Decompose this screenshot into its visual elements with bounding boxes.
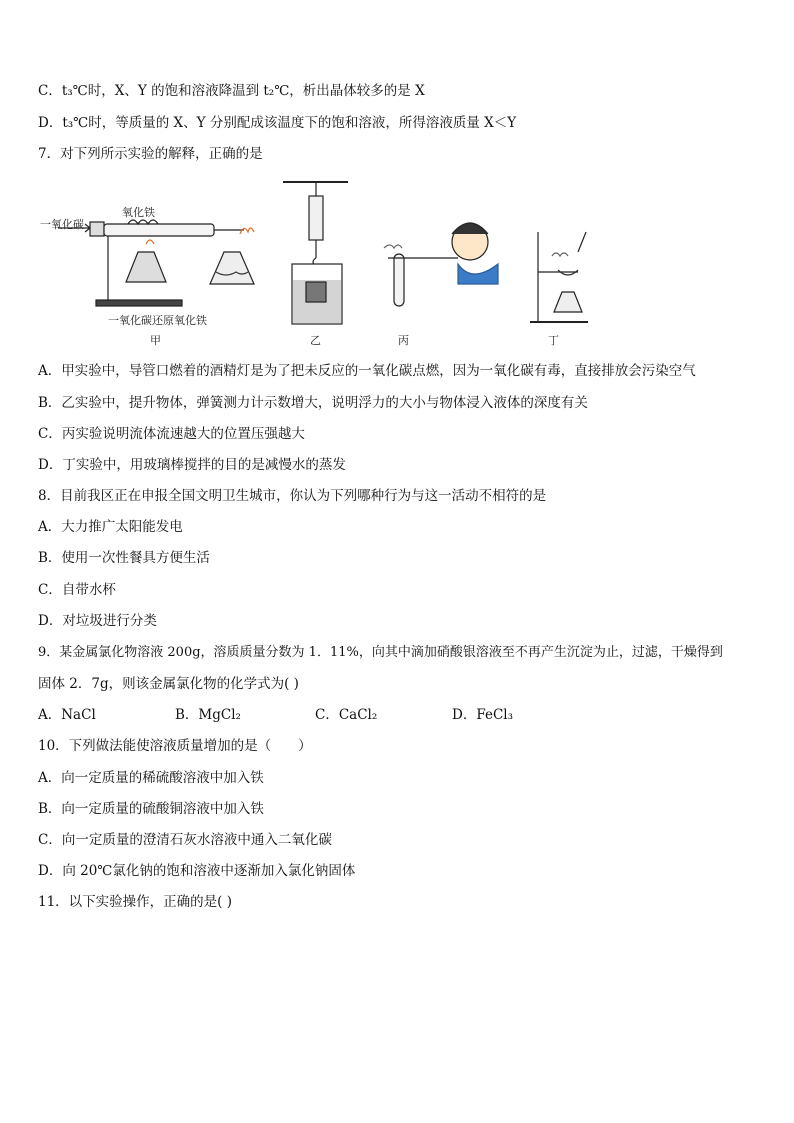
yi-label: 乙: [310, 334, 321, 347]
question-9-stem: 9．某金属氯化物溶液 200g，溶质质量分数为 1．11%，向其中滴加硝酸银溶液至不再产生沉淀为止，过滤，干燥得到: [38, 645, 723, 660]
q7-option-a: A．甲实验中，导管口燃着的酒精灯是为了把未反应的一氧化碳点燃，因为一氧化碳有毒，直接排放会污染空气: [38, 363, 696, 379]
q10-option-c: C．向一定质量的澄清石灰水溶液中通入二氧化碳: [38, 832, 332, 848]
option-c-line: C．t₃℃时，X、Y 的饱和溶液降温到 t₂℃，析出晶体较多的是 X: [38, 83, 425, 99]
fe2o3-label: 氧化铁: [122, 206, 155, 219]
blowing-experiment: [384, 223, 498, 306]
q9-option-d: D．FeCl₃: [452, 707, 514, 723]
q8-option-a: A．大力推广太阳能发电: [38, 519, 183, 535]
q9-option-b: B．MgCl₂: [175, 707, 241, 723]
question-8-stem: 8．目前我区正在申报全国文明卫生城市，你认为下列哪种行为与这一活动不相符的是: [38, 488, 547, 504]
option-d-line: D．t₃℃时，等质量的 X、Y 分别配成该温度下的饱和溶液，所得溶液质量 X＜Y: [38, 115, 517, 131]
question-11-stem: 11．以下实验操作，正确的是( ): [38, 894, 233, 910]
co-label: 一氧化碳: [40, 218, 84, 231]
question-10-stem: 10．下列做法能使溶液质量增加的是（ ）: [38, 738, 312, 754]
q7-option-b: B．乙实验中，提升物体，弹簧测力计示数增大，说明浮力的大小与物体浸入液体的深度有关: [38, 395, 588, 411]
question-9-stem-cont: 固体 2．7g，则该金属氯化物的化学式为( ): [38, 676, 299, 692]
q8-option-b: B．使用一次性餐具方便生活: [38, 550, 210, 566]
q10-option-d: D．向 20℃氯化钠的饱和溶液中逐渐加入氯化钠固体: [38, 863, 356, 879]
spring-scale-beaker: [283, 182, 348, 324]
question-7-stem: 7．对下列所示实验的解释，正确的是: [38, 146, 263, 162]
evaporation-apparatus: [530, 232, 588, 322]
ding-label: 丁: [548, 334, 559, 347]
q7-option-c: C．丙实验说明流体流速越大的位置压强越大: [38, 426, 305, 442]
q10-option-b: B．向一定质量的硫酸铜溶液中加入铁: [38, 801, 264, 817]
q9-option-c: C．CaCl₂: [315, 707, 378, 723]
q8-option-c: C．自带水杯: [38, 582, 116, 598]
q7-experiment-figure: [38, 172, 598, 352]
q9-options: [38, 706, 578, 724]
q7-option-d: D．丁实验中，用玻璃棒搅拌的目的是减慢水的蒸发: [38, 457, 346, 473]
jia-label: 甲: [150, 334, 161, 347]
bing-label: 丙: [398, 334, 409, 347]
q9-option-a: A．NaCl: [38, 707, 96, 723]
co-reduction-apparatus: [58, 220, 254, 306]
jia-caption: 一氧化碳还原氧化铁: [108, 314, 207, 327]
q10-option-a: A．向一定质量的稀硫酸溶液中加入铁: [38, 770, 264, 786]
q8-option-d: D．对垃圾进行分类: [38, 613, 157, 629]
